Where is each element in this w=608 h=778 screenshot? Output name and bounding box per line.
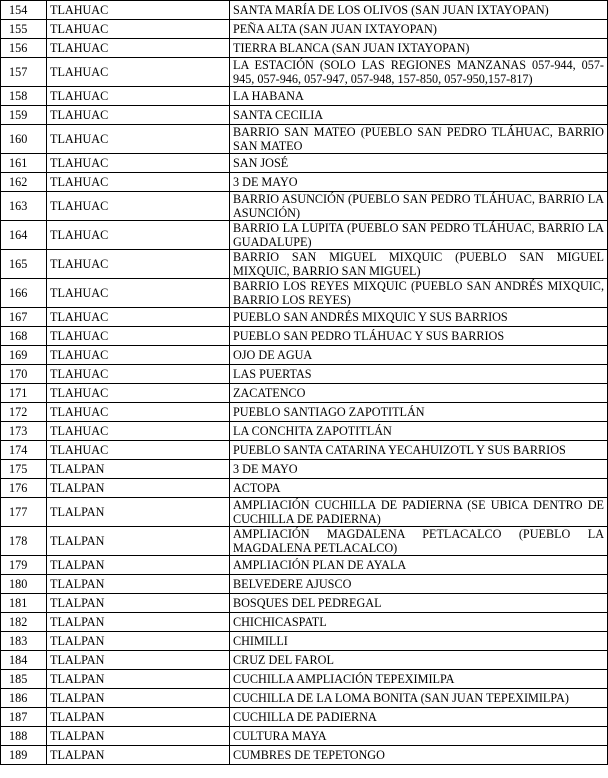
row-number: 160 xyxy=(1,125,47,154)
neighborhood-cell: BARRIO SAN MIGUEL MIXQUIC (PUEBLO SAN MIGUEL MIXQUIC, BARRIO SAN MIGUEL) xyxy=(230,250,608,279)
municipality-cell: TLAHUAC xyxy=(47,384,230,403)
neighborhood-cell: PUEBLO SAN ANDRÉS MIXQUIC Y SUS BARRIOS xyxy=(230,308,608,327)
row-number: 173 xyxy=(1,422,47,441)
municipality-cell: TLAHUAC xyxy=(47,250,230,279)
municipality-cell: TLAHUAC xyxy=(47,192,230,221)
table-row xyxy=(1,58,608,87)
row-number: 156 xyxy=(1,39,47,58)
neighborhood-cell: CUCHILLA DE LA LOMA BONITA (SAN JUAN TEPEXIMILPA) xyxy=(230,689,608,708)
table-row xyxy=(1,39,608,58)
municipality-cell: TLAHUAC xyxy=(47,125,230,154)
row-number: 158 xyxy=(1,87,47,106)
neighborhood-cell: BARRIO ASUNCIÓN (PUEBLO SAN PEDRO TLÁHUAC, BARRIO LA ASUNCIÓN) xyxy=(230,192,608,221)
municipality-cell: TLALPAN xyxy=(47,689,230,708)
neighborhood-cell: BARRIO SAN MATEO (PUEBLO SAN PEDRO TLÁHUAC, BARRIO SAN MATEO xyxy=(230,125,608,154)
table-row xyxy=(1,670,608,689)
row-number: 187 xyxy=(1,708,47,727)
municipality-cell: TLAHUAC xyxy=(47,346,230,365)
row-number: 176 xyxy=(1,479,47,498)
municipality-cell: TLALPAN xyxy=(47,556,230,575)
row-number: 174 xyxy=(1,441,47,460)
row-number: 155 xyxy=(1,20,47,39)
municipality-cell: TLALPAN xyxy=(47,670,230,689)
neighborhood-cell: CUCHILLA DE PADIERNA xyxy=(230,708,608,727)
row-number: 163 xyxy=(1,192,47,221)
neighborhood-cell: LAS PUERTAS xyxy=(230,365,608,384)
row-number: 183 xyxy=(1,632,47,651)
table-row xyxy=(1,746,608,765)
table-row xyxy=(1,365,608,384)
row-number: 166 xyxy=(1,279,47,308)
neighborhood-cell: SAN JOSÉ xyxy=(230,154,608,173)
neighborhood-cell: PUEBLO SAN PEDRO TLÁHUAC Y SUS BARRIOS xyxy=(230,327,608,346)
neighborhood-cell: SANTA MARÍA DE LOS OLIVOS (SAN JUAN IXTAYOPAN) xyxy=(230,1,608,20)
municipality-cell: TLAHUAC xyxy=(47,20,230,39)
neighborhood-cell: 3 DE MAYO xyxy=(230,460,608,479)
municipality-cell: TLAHUAC xyxy=(47,441,230,460)
row-number: 168 xyxy=(1,327,47,346)
municipality-cell: TLALPAN xyxy=(47,708,230,727)
colonias-table-body xyxy=(1,1,608,765)
municipality-cell: TLAHUAC xyxy=(47,308,230,327)
municipality-cell: TLAHUAC xyxy=(47,87,230,106)
municipality-cell: TLAHUAC xyxy=(47,422,230,441)
table-row xyxy=(1,403,608,422)
municipality-cell: TLALPAN xyxy=(47,460,230,479)
row-number: 186 xyxy=(1,689,47,708)
table-row xyxy=(1,221,608,250)
table-row xyxy=(1,498,608,527)
table-row xyxy=(1,632,608,651)
neighborhood-cell: CUCHILLA AMPLIACIÓN TEPEXIMILPA xyxy=(230,670,608,689)
table-row xyxy=(1,708,608,727)
neighborhood-cell: PEÑA ALTA (SAN JUAN IXTAYOPAN) xyxy=(230,20,608,39)
neighborhood-cell: PUEBLO SANTA CATARINA YECAHUIZOTL Y SUS BARRIOS xyxy=(230,441,608,460)
municipality-cell: TLALPAN xyxy=(47,594,230,613)
table-row xyxy=(1,727,608,746)
table-row xyxy=(1,154,608,173)
municipality-cell: TLALPAN xyxy=(47,498,230,527)
table-row xyxy=(1,575,608,594)
table-row xyxy=(1,87,608,106)
row-number: 167 xyxy=(1,308,47,327)
municipality-cell: TLAHUAC xyxy=(47,279,230,308)
table-row xyxy=(1,279,608,308)
row-number: 185 xyxy=(1,670,47,689)
municipality-cell: TLALPAN xyxy=(47,746,230,765)
municipality-cell: TLAHUAC xyxy=(47,173,230,192)
neighborhood-cell: ACTOPA xyxy=(230,479,608,498)
table-row xyxy=(1,192,608,221)
row-number: 162 xyxy=(1,173,47,192)
neighborhood-cell: BARRIO LOS REYES MIXQUIC (PUEBLO SAN ANDRÉS MIXQUIC, BARRIO LOS REYES) xyxy=(230,279,608,308)
table-row xyxy=(1,308,608,327)
row-number: 182 xyxy=(1,613,47,632)
table-row xyxy=(1,441,608,460)
row-number: 189 xyxy=(1,746,47,765)
table-row xyxy=(1,479,608,498)
neighborhood-cell: LA CONCHITA ZAPOTITLÁN xyxy=(230,422,608,441)
row-number: 180 xyxy=(1,575,47,594)
row-number: 154 xyxy=(1,1,47,20)
neighborhood-cell: AMPLIACIÓN MAGDALENA PETLACALCO (PUEBLO LA MAGDALENA PETLACALCO) xyxy=(230,527,608,556)
row-number: 181 xyxy=(1,594,47,613)
table-row xyxy=(1,460,608,479)
table-row xyxy=(1,346,608,365)
municipality-cell: TLALPAN xyxy=(47,527,230,556)
neighborhood-cell: CULTURA MAYA xyxy=(230,727,608,746)
neighborhood-cell: TIERRA BLANCA (SAN JUAN IXTAYOPAN) xyxy=(230,39,608,58)
table-row xyxy=(1,20,608,39)
row-number: 172 xyxy=(1,403,47,422)
neighborhood-cell: OJO DE AGUA xyxy=(230,346,608,365)
table-row xyxy=(1,613,608,632)
table-row xyxy=(1,106,608,125)
neighborhood-cell: 3 DE MAYO xyxy=(230,173,608,192)
neighborhood-cell: SANTA CECILIA xyxy=(230,106,608,125)
table-row xyxy=(1,327,608,346)
municipality-cell: TLALPAN xyxy=(47,479,230,498)
municipality-cell: TLAHUAC xyxy=(47,365,230,384)
table-row xyxy=(1,1,608,20)
table-row xyxy=(1,125,608,154)
table-row xyxy=(1,594,608,613)
neighborhood-cell: CHICHICASPATL xyxy=(230,613,608,632)
neighborhood-cell: BOSQUES DEL PEDREGAL xyxy=(230,594,608,613)
neighborhood-cell: CHIMILLI xyxy=(230,632,608,651)
table-row xyxy=(1,556,608,575)
row-number: 184 xyxy=(1,651,47,670)
row-number: 164 xyxy=(1,221,47,250)
neighborhood-cell: PUEBLO SANTIAGO ZAPOTITLÁN xyxy=(230,403,608,422)
row-number: 177 xyxy=(1,498,47,527)
neighborhood-cell: BARRIO LA LUPITA (PUEBLO SAN PEDRO TLÁHUAC, BARRIO LA GUADALUPE) xyxy=(230,221,608,250)
row-number: 178 xyxy=(1,527,47,556)
neighborhood-cell: AMPLIACIÓN PLAN DE AYALA xyxy=(230,556,608,575)
municipality-cell: TLAHUAC xyxy=(47,39,230,58)
row-number: 171 xyxy=(1,384,47,403)
row-number: 170 xyxy=(1,365,47,384)
municipality-cell: TLAHUAC xyxy=(47,106,230,125)
municipality-cell: TLAHUAC xyxy=(47,327,230,346)
row-number: 169 xyxy=(1,346,47,365)
municipality-cell: TLAHUAC xyxy=(47,221,230,250)
neighborhood-cell: CUMBRES DE TEPETONGO xyxy=(230,746,608,765)
municipality-cell: TLALPAN xyxy=(47,575,230,594)
table-row xyxy=(1,527,608,556)
neighborhood-cell: LA ESTACIÓN (SOLO LAS REGIONES MANZANAS 057-944, 057-945, 057-946, 057-947, 057-948, 157-850, 057-950,157-817) xyxy=(230,58,608,87)
neighborhood-cell: AMPLIACIÓN CUCHILLA DE PADIERNA (SE UBICA DENTRO DE CUCHILLA DE PADIERNA) xyxy=(230,498,608,527)
municipality-cell: TLALPAN xyxy=(47,727,230,746)
table-row xyxy=(1,250,608,279)
row-number: 161 xyxy=(1,154,47,173)
table-row xyxy=(1,689,608,708)
table-row xyxy=(1,651,608,670)
row-number: 179 xyxy=(1,556,47,575)
row-number: 175 xyxy=(1,460,47,479)
municipality-cell: TLALPAN xyxy=(47,651,230,670)
municipality-cell: TLALPAN xyxy=(47,613,230,632)
neighborhood-cell: LA HABANA xyxy=(230,87,608,106)
neighborhood-cell: BELVEDERE AJUSCO xyxy=(230,575,608,594)
table-row xyxy=(1,173,608,192)
municipality-cell: TLAHUAC xyxy=(47,1,230,20)
row-number: 159 xyxy=(1,106,47,125)
table-row xyxy=(1,384,608,403)
municipality-cell: TLAHUAC xyxy=(47,58,230,87)
neighborhood-cell: CRUZ DEL FAROL xyxy=(230,651,608,670)
table-row xyxy=(1,422,608,441)
municipality-cell: TLAHUAC xyxy=(47,403,230,422)
row-number: 165 xyxy=(1,250,47,279)
municipality-cell: TLALPAN xyxy=(47,632,230,651)
row-number: 188 xyxy=(1,727,47,746)
municipality-cell: TLAHUAC xyxy=(47,154,230,173)
row-number: 157 xyxy=(1,58,47,87)
neighborhood-cell: ZACATENCO xyxy=(230,384,608,403)
